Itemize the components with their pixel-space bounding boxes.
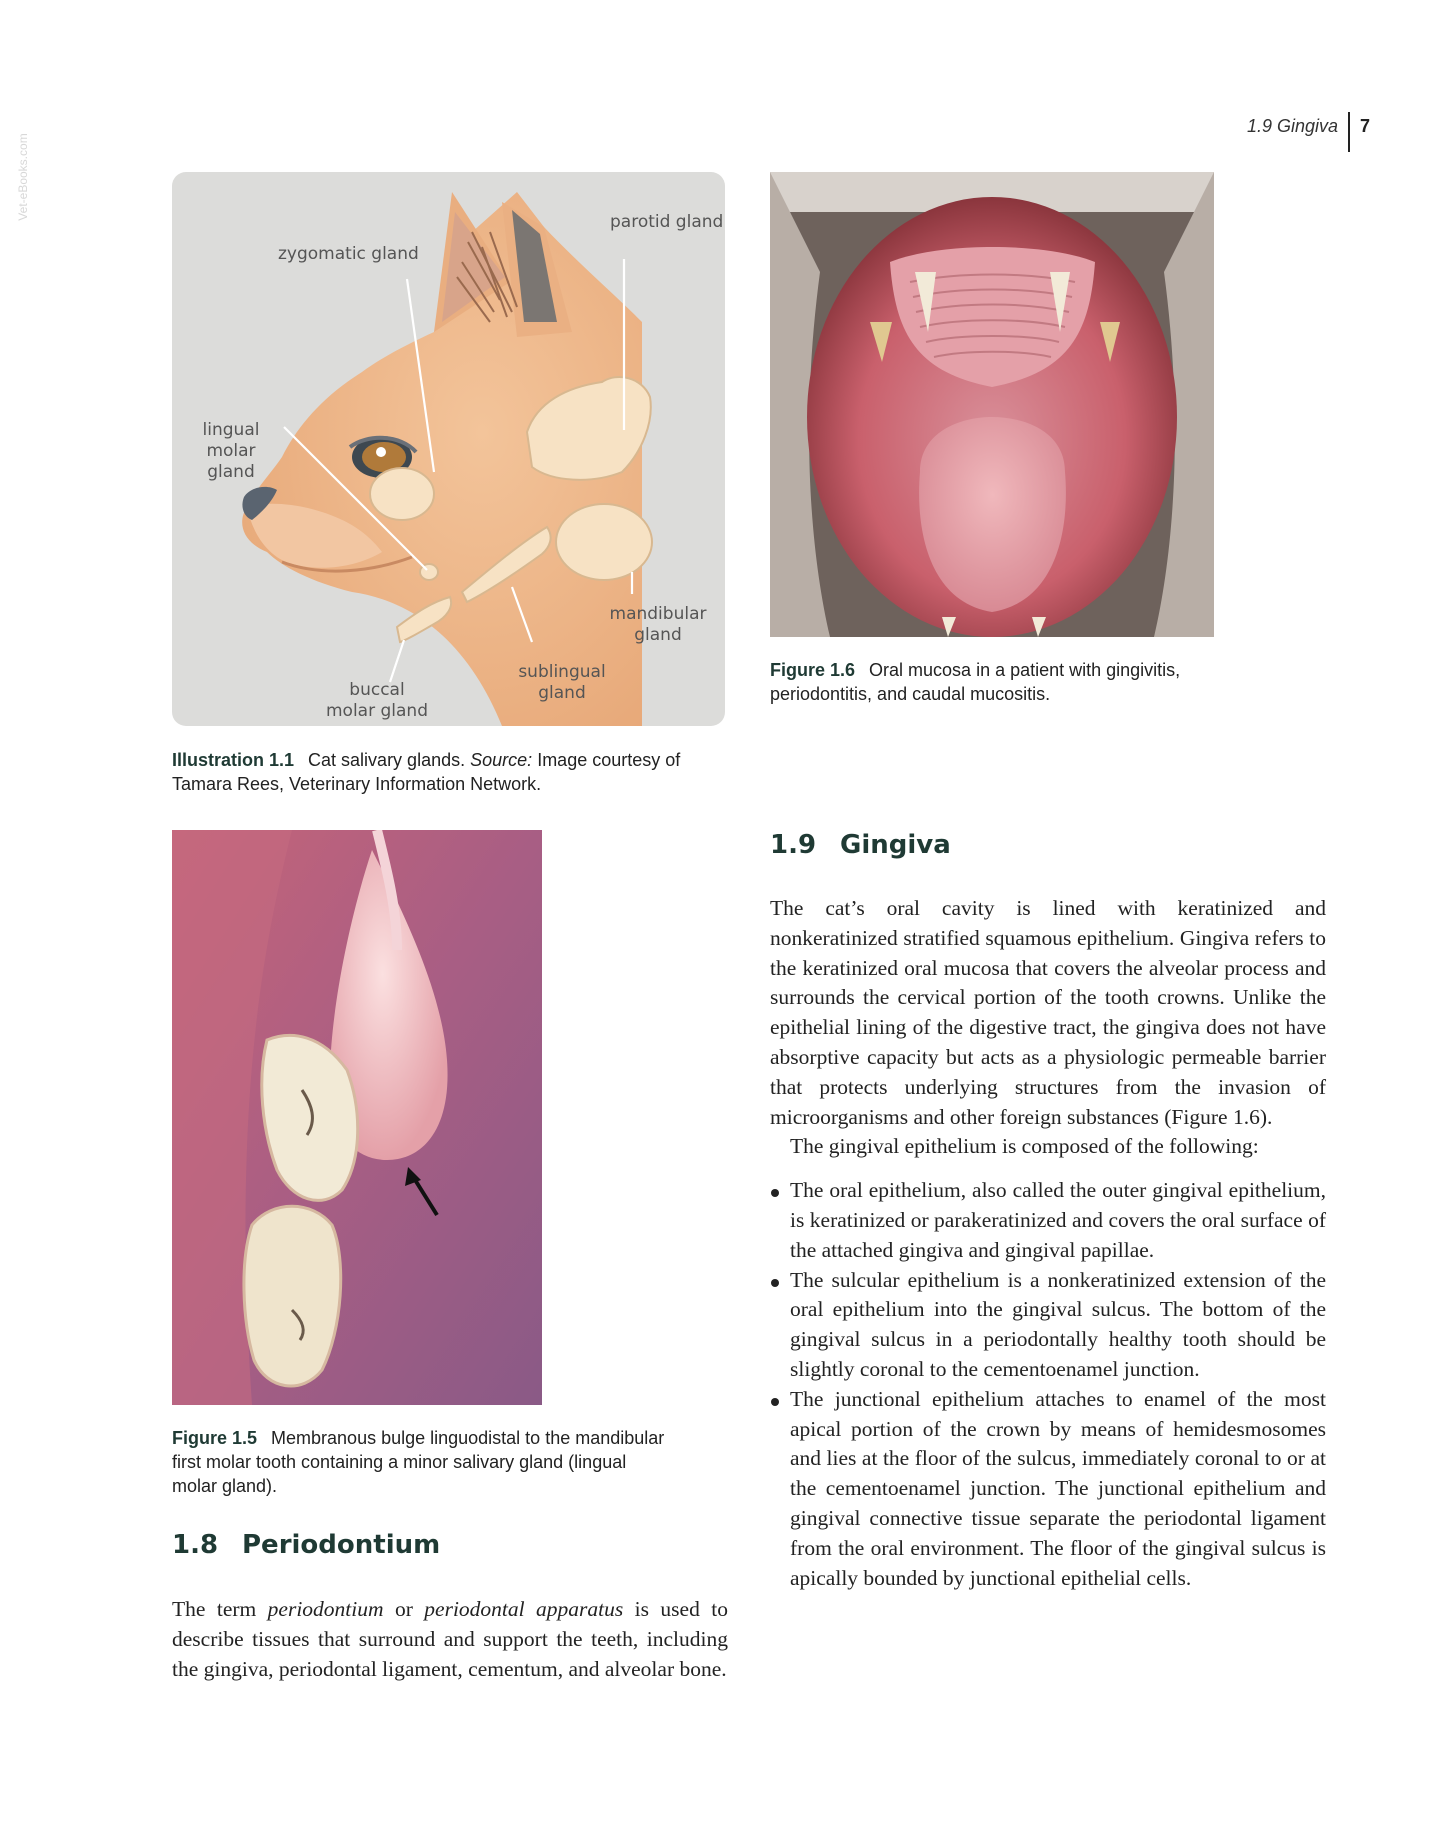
parotid-gland-label: parotid gland [610,212,724,232]
running-header [1180,112,1370,152]
section-title: Periodontium [242,1530,441,1560]
salivary-gland-illustration [172,172,725,726]
running-header-section: 1.9 Gingiva [1246,116,1338,136]
list-item: The sulcular epithelium is a nonkeratinized extension of the oral epithelium into the gingival sulcus. The bottom of the gingival sulcus in a periodontally healthy tooth should be slightly coronal to the cementoenamel junction. [770,1266,1326,1385]
watermark: Vet-eBooks.com [16,133,30,221]
section-1-9-body [770,894,1326,1593]
caption-text: Cat salivary glands. [308,750,466,770]
caption-line1: Membranous bulge linguodistal to the mandibular [271,1428,665,1448]
oral-mucosa-photo [770,172,1214,637]
section-1-8-body [172,1595,728,1684]
section-number: 1.9 [770,830,817,860]
figure-1-5-caption [172,1426,742,1498]
caption-line1: Oral mucosa in a patient with gingivitis, [869,660,1181,680]
oral-mucosa-image [770,172,1214,637]
caption-line3: molar gland). [172,1476,278,1496]
section-title: Gingiva [840,830,951,860]
text-run: is used to describe tissues that surround and support the teeth, including the gingiva, periodontal ligament, cementum, and alveolar bone. [172,1597,728,1681]
caption-line2: first molar tooth containing a minor salivary gland (lingual [172,1452,627,1472]
section-1-9-heading [770,830,951,860]
periodontium-paragraph [172,1595,728,1684]
section-1-8-heading [172,1530,440,1560]
buccal-label-line1: buccal [349,680,405,700]
section-number: 1.8 [172,1530,219,1560]
mandibular-label-line2: gland [634,625,682,645]
figure-1-6-caption [770,658,1230,706]
buccal-label-line2: molar gland [326,701,428,721]
epithelium-list [770,1176,1326,1593]
zygomatic-gland-label: zygomatic gland [278,244,419,264]
lingual-molar-label-line1: lingual [202,420,260,440]
caption-label: Illustration 1.1 [172,750,295,770]
term-periodontium: periodontium [267,1597,384,1621]
mandibular-gland-label [608,604,708,646]
lingual-molar-gland-image [172,830,542,1405]
lingual-molar-gland-label [186,420,276,483]
text-run: The term [172,1597,268,1621]
caption-line2: periodontitis, and caudal mucositis. [770,684,1051,704]
text-run: or [383,1597,425,1621]
caption-source-line2: Tamara Rees, Veterinary Information Network. [172,774,542,794]
gingiva-paragraph-1: The cat’s oral cavity is lined with keratinized and nonkeratinized stratified squamous epithelium. Gingiva refers to the keratinized oral mucosa that covers the alveolar process and surrounds the cervical portion of the tooth crowns. Unlike the epithelial lining of the digestive tract, the gingiva does not have absorptive capacity but acts as a physiologic permeable barrier that protects underlying structures from the invasion of microorganisms and other foreign substances (Figure 1.6). [770,896,1326,1129]
term-periodontal-apparatus: periodontal apparatus [424,1597,624,1621]
running-header-rule [1348,112,1350,152]
gingiva-paragraph-2: The gingival epithelium is composed of the following: [790,1134,1259,1159]
mandibular-label-line1: mandibular [609,604,707,624]
sublingual-label-line1: sublingual [518,662,606,682]
list-item: The junctional epithelium attaches to enamel of the most apical portion of the crown by means of hemidesmosomes and lies at the floor of the sulcus, immediately coronal to or at the cementoenamel junction. The junctional epithelium and gingival connective tissue separate the periodontal ligament from the oral environment. The floor of the gingival sulcus is apically bounded by junctional epithelial cells. [770,1385,1326,1594]
sublingual-gland-label [512,662,612,704]
sublingual-label-line2: gland [538,683,586,703]
buccal-molar-gland-label [322,680,432,722]
lingual-molar-gland-photo [172,830,542,1405]
lingual-molar-label-line2: molar gland [206,441,256,482]
list-item: The oral epithelium, also called the outer gingival epithelium, is keratinized or parakeratinized and covers the oral surface of the attached gingiva and gingival papillae. [770,1176,1326,1265]
caption-source-label: Source: [470,750,533,770]
caption-source-text: Image courtesy of [537,750,681,770]
caption-label: Figure 1.6 [770,660,856,680]
caption-label: Figure 1.5 [172,1428,258,1448]
page-number: 7 [1359,116,1370,136]
illustration-1-1-caption [172,748,732,796]
